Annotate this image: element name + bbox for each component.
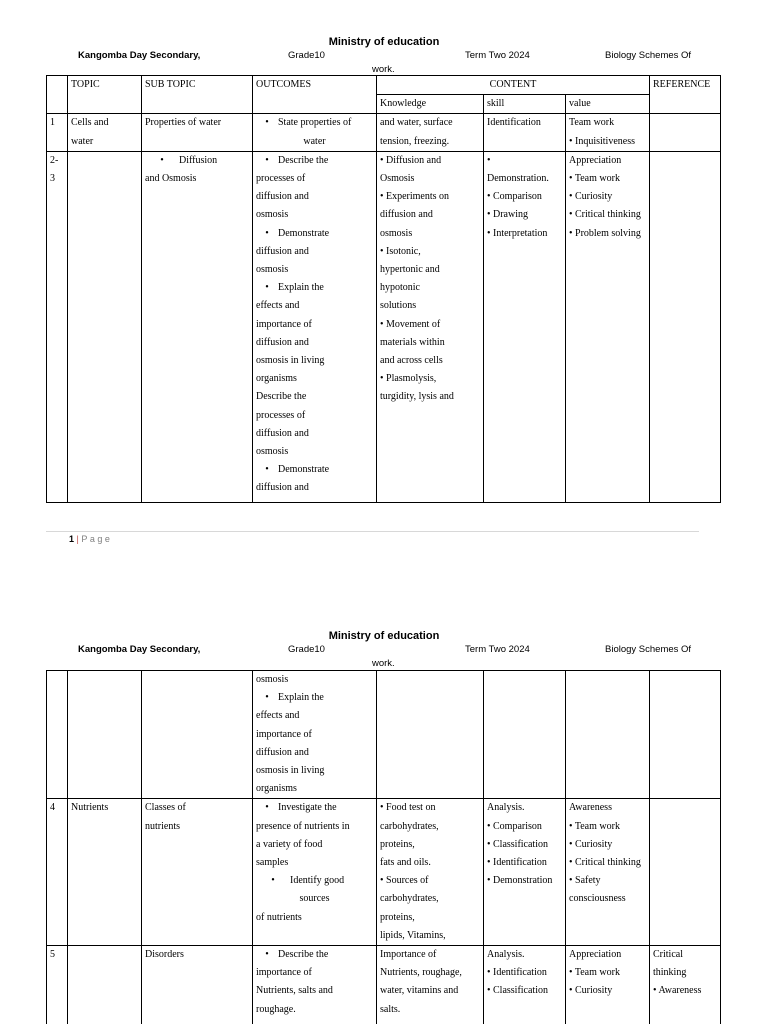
reference-cell — [650, 799, 721, 946]
topic-cell — [68, 946, 142, 1024]
page-footer — [69, 534, 112, 544]
page-number: 1 — [69, 534, 75, 544]
footer-separator: | — [76, 534, 79, 544]
header-topic: TOPIC — [68, 76, 142, 114]
skill-cell: • Demonstration. • Comparison • Drawing • Interpretation — [484, 151, 566, 502]
reference-cell — [650, 114, 721, 151]
subtopic-cell: Disorders — [142, 946, 253, 1024]
subtopic-cell: Classes of nutrients — [142, 799, 253, 946]
skill-cell: Identification — [484, 114, 566, 151]
subtopic-cell: Properties of water — [142, 114, 253, 151]
value-cell: Team work • Inquisitiveness — [566, 114, 650, 151]
grade-label: Grade10 — [288, 644, 325, 655]
subject-label: Biology Schemes Of — [605, 644, 692, 655]
header-value: value — [566, 95, 650, 114]
skill-cell: Analysis. • Comparison • Classification • Identification • Demonstration — [484, 799, 566, 946]
school-name: Kangomba Day Secondary, — [78, 50, 201, 61]
table-row — [47, 799, 721, 946]
value-cell: Appreciation • Team work • Curiosity • Critical thinking • Problem solving — [566, 151, 650, 502]
scheme-table-page-2 — [46, 670, 721, 1024]
grade-label: Grade10 — [288, 50, 325, 61]
skill-cell: Analysis. • Identification • Classification — [484, 946, 566, 1024]
table-row — [47, 671, 721, 799]
knowledge-cell: Importance of Nutrients, roughage, water, vitamins and salts. — [377, 946, 484, 1024]
topic-cell: Cells and water — [68, 114, 142, 151]
ministry-title: Ministry of education — [328, 36, 440, 48]
header-content: CONTENT — [377, 76, 650, 95]
ministry-title: Ministry of education — [328, 630, 440, 642]
document-page-2 — [0, 590, 768, 1024]
topic-cell: Nutrients — [68, 799, 142, 946]
scheme-table-page-1 — [46, 75, 721, 503]
term-label: Term Two 2024 — [465, 644, 530, 655]
week-cell: 4 — [47, 799, 68, 946]
table-row — [47, 114, 721, 151]
knowledge-cell: • Diffusion and Osmosis • Experiments on diffusion and osmosis • Isotonic, hypertonic and hypotonic solutions • Movement of materials within and across cells • Plasmolysis, turgidity, lysis and — [377, 151, 484, 502]
table-row — [47, 946, 721, 1024]
outcomes-cell: • State properties of water — [253, 114, 377, 151]
footer-divider — [46, 531, 699, 532]
value-cell: Awareness • Team work • Curiosity • Critical thinking • Safety consciousness — [566, 799, 650, 946]
knowledge-cell: • Food test on carbohydrates, proteins, fats and oils. • Sources of carbohydrates, proteins, lipids, Vitamins, — [377, 799, 484, 946]
subject-label-cont: work. — [372, 658, 395, 669]
subject-label: Biology Schemes Of — [605, 50, 692, 61]
outcomes-cell: osmosis • Explain the effects and importance of diffusion and osmosis in living organisms — [253, 671, 377, 799]
outcomes-cell: • Describe the importance of Nutrients, salts and roughage. — [253, 946, 377, 1024]
header-skill: skill — [484, 95, 566, 114]
header-knowledge: Knowledge — [377, 95, 484, 114]
week-cell: 1 — [47, 114, 68, 151]
subtopic-cell: • Diffusion and Osmosis — [142, 151, 253, 502]
outcomes-cell: • Describe the processes of diffusion and osmosis • Demonstrate diffusion and osmosis • Explain the effects and importance of diffusion and osmosis in living organisms Describe the processes of diffusion and osmosis • Demonstrate diffusion and — [253, 151, 377, 502]
header-reference: REFERENCE — [650, 76, 721, 114]
reference-cell: Critical thinking • Awareness — [650, 946, 721, 1024]
header-subtopic: SUB TOPIC — [142, 76, 253, 114]
page-word: Page — [81, 534, 113, 544]
table-header-row — [47, 76, 721, 95]
week-cell: 5 — [47, 946, 68, 1024]
header-outcomes: OUTCOMES — [253, 76, 377, 114]
table-row — [47, 151, 721, 502]
subject-label-cont: work. — [372, 64, 395, 75]
reference-cell — [650, 151, 721, 502]
term-label: Term Two 2024 — [465, 50, 530, 61]
week-cell: 2- 3 — [47, 151, 68, 502]
value-cell: Appreciation • Team work • Curiosity — [566, 946, 650, 1024]
outcomes-cell: • Investigate the presence of nutrients in a variety of food samples • Identify good sources of nutrients — [253, 799, 377, 946]
school-name: Kangomba Day Secondary, — [78, 644, 201, 655]
topic-cell — [68, 151, 142, 502]
knowledge-cell: and water, surface tension, freezing. — [377, 114, 484, 151]
